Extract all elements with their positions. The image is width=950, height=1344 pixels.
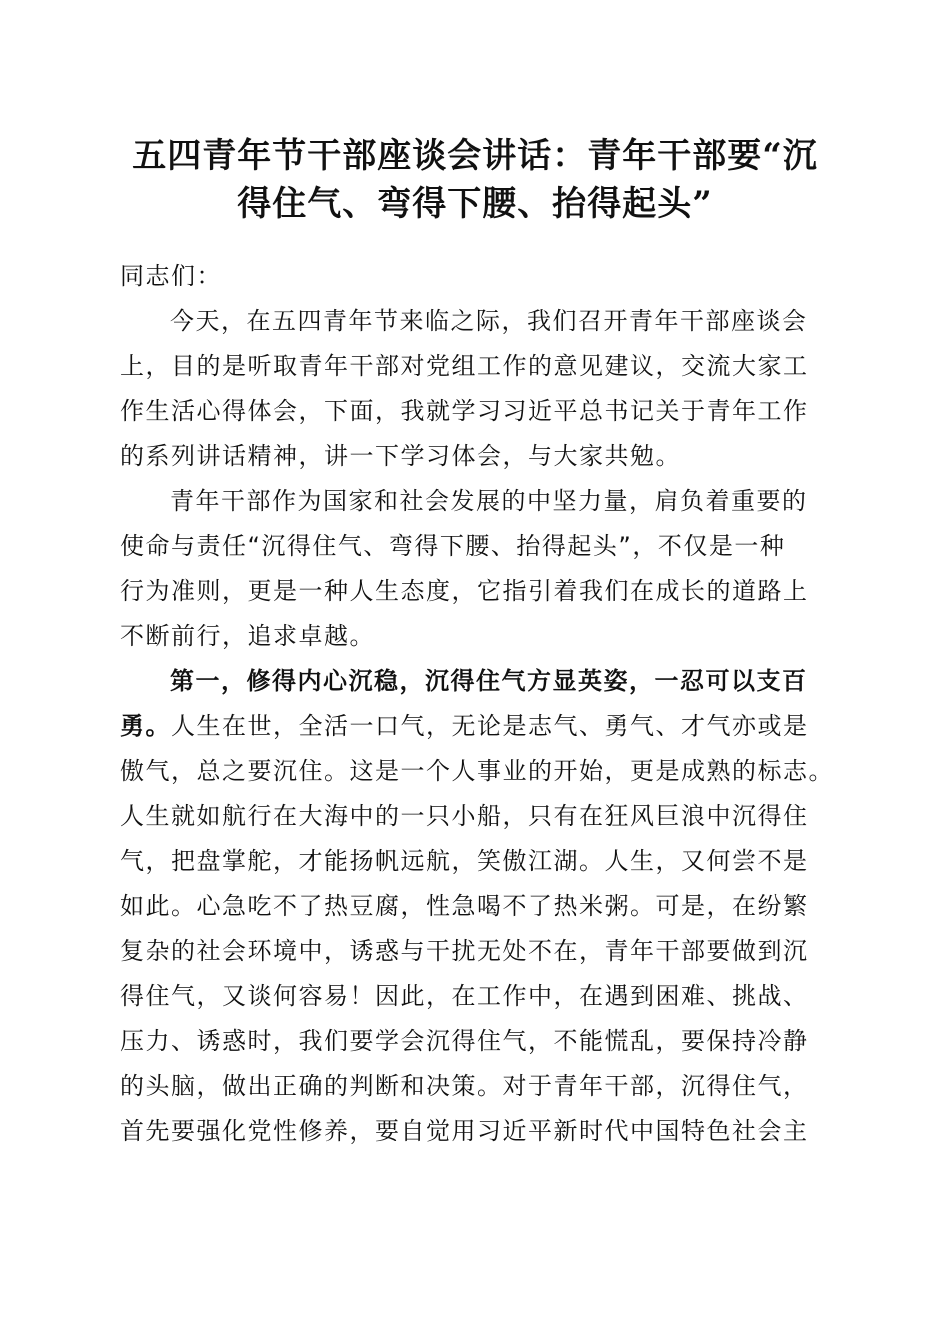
- paragraph-2-line: 不断前行，追求卓越。: [120, 622, 375, 650]
- paragraph-3-line: 复杂的社会环境中，诱惑与干扰无处不在，青年干部要做到沉: [120, 937, 809, 965]
- paragraph-3-line: 人生就如航行在大海中的一只小船，只有在狂风巨浪中沉得住: [120, 802, 809, 830]
- paragraph-3-line: 如此。心急吃不了热豆腐，性急喝不了热米粥。可是，在纷繁: [120, 892, 809, 920]
- document-body: [120, 254, 836, 1154]
- paragraph-3-line: 傲气，总之要沉住。这是一个人事业的开始，更是成熟的标志。: [120, 757, 834, 785]
- title-line-1: 五四青年节干部座谈会讲话：青年干部要“沉: [132, 136, 818, 176]
- paragraph-1-line: 作生活心得体会，下面，我就学习习近平总书记关于青年工作: [120, 397, 809, 425]
- paragraph-3-line: 气，把盘掌舵，才能扬帆远航，笑傲江湖。人生，又何尝不是: [120, 847, 809, 875]
- paragraph-1-line: 的系列讲话精神，讲一下学习体会，与大家共勉。: [120, 442, 681, 470]
- paragraph-2-line: 行为准则，更是一种人生态度，它指引着我们在成长的道路上: [120, 577, 809, 605]
- document-title: [110, 132, 840, 228]
- paragraph-3-line: 压力、诱惑时，我们要学会沉得住气，不能慌乱，要保持冷静: [120, 1027, 809, 1055]
- title-line-2: 得住气、弯得下腰、抬得起头”: [237, 184, 713, 224]
- paragraph-3-line: 的头脑，做出正确的判断和决策。对于青年干部，沉得住气，: [120, 1072, 809, 1100]
- paragraph-2-line: 青年干部作为国家和社会发展的中坚力量，肩负着重要的: [170, 487, 808, 515]
- paragraph-3-line-rest: 人生在世，全活一口气，无论是志气、勇气、才气亦或是: [171, 712, 809, 740]
- paragraph-3: [120, 659, 836, 1154]
- paragraph-3-line: 首先要强化党性修养，要自觉用习近平新时代中国特色社会主: [120, 1117, 809, 1145]
- paragraph-3-line: 得住气，又谈何容易！因此，在工作中，在遇到困难、挑战、: [120, 982, 809, 1010]
- paragraph-2: [120, 479, 836, 659]
- paragraph-1-line: 今天，在五四青年节来临之际，我们召开青年干部座谈会: [170, 307, 808, 335]
- section-heading-line-2: 勇。: [120, 712, 171, 740]
- paragraph-1: [120, 299, 836, 479]
- section-heading-line-1: 第一，修得内心沉稳，沉得住气方显英姿，一忍可以支百: [170, 667, 808, 695]
- paragraph-3-line: [120, 704, 836, 749]
- paragraph-2-line: 使命与责任“沉得住气、弯得下腰、抬得起头”，不仅是一种: [120, 532, 786, 560]
- salutation: 同志们：: [120, 262, 222, 290]
- paragraph-1-line: 上，目的是听取青年干部对党组工作的意见建议，交流大家工: [120, 352, 809, 380]
